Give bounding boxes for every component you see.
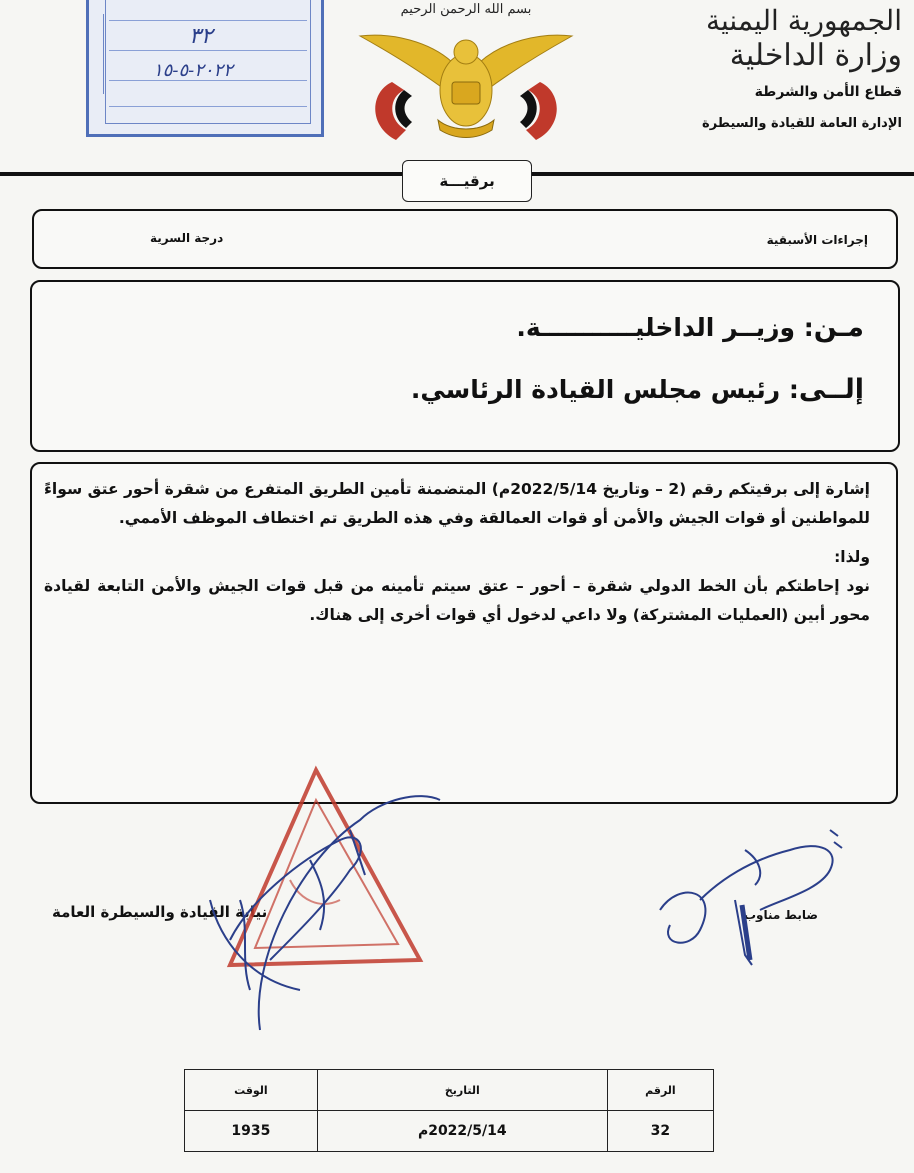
table-header-row	[185, 1070, 714, 1111]
secrecy-label: درجة السرية	[150, 231, 224, 245]
document-type: برقيـــة	[402, 160, 532, 202]
header-time: الوقت	[185, 1070, 318, 1111]
from-label: مـن	[813, 312, 864, 343]
stamp-date: ٢٠٢٢-٥-١٥	[153, 60, 233, 81]
body-paragraph-1: إشارة إلى برقيتكم رقم (2 – وتاريخ 2022/5/14م) المتضمنة تأمين الطريق المتفرع من شقرة أحور عتق سواءً للمواطنين أو قوات الجيش والأمن أو قوات العمالقة وفي هذه الطريق تم اختطاف الموظف الأممي.	[44, 480, 870, 527]
basmala: بسم الله الرحمن الرحيم	[400, 2, 532, 17]
to-label: إلــى	[798, 374, 864, 405]
left-signature-icon	[210, 796, 440, 1030]
table-row	[185, 1111, 714, 1152]
to-line: إلــى: رئيس مجلس القيادة الرئاسي.	[410, 374, 864, 405]
value-time: 1935	[185, 1111, 318, 1152]
value-number: 32	[607, 1111, 713, 1152]
country-name: الجمهورية اليمنية	[705, 4, 902, 37]
left-signatory: نيابة القيادة والسيطرة العامة	[52, 903, 268, 921]
right-signature-icon	[660, 830, 842, 965]
footer-table	[184, 1069, 714, 1152]
from-value: وزيــر الداخليـــــــــــة.	[516, 313, 796, 342]
header-number: الرقم	[607, 1070, 713, 1111]
ministry-name: وزارة الداخلية	[729, 38, 902, 73]
value-date: 2022/5/14م	[317, 1111, 607, 1152]
to-value: رئيس مجلس القيادة الرئاسي.	[410, 375, 781, 404]
triangular-seal-icon	[230, 770, 420, 965]
right-signatory: ضابط مناوب	[744, 908, 818, 922]
body-paragraph-2: نود إحاطتكم بأن الخط الدولي شقرة – أحور – عتق سيتم تأمينه من قبل قوات الجيش والأمن التابعة لقيادة محور أبين (العمليات المشتركة) ولا داعي لدخول أي قوات أخرى إلى هناك.	[44, 577, 870, 624]
header-date: التاريخ	[317, 1070, 607, 1111]
department-name: الإدارة العامة للقيادة والسيطرة	[702, 116, 902, 131]
sector-name: قطاع الأمن والشرطة	[754, 84, 902, 100]
from-line: مـن: وزيــر الداخليـــــــــــة.	[516, 312, 864, 343]
procedures-label: إجراءات الأسبقية	[766, 233, 868, 247]
body-therefore: ولذا:	[834, 548, 870, 566]
stamp-number: ٣٢	[189, 24, 213, 49]
